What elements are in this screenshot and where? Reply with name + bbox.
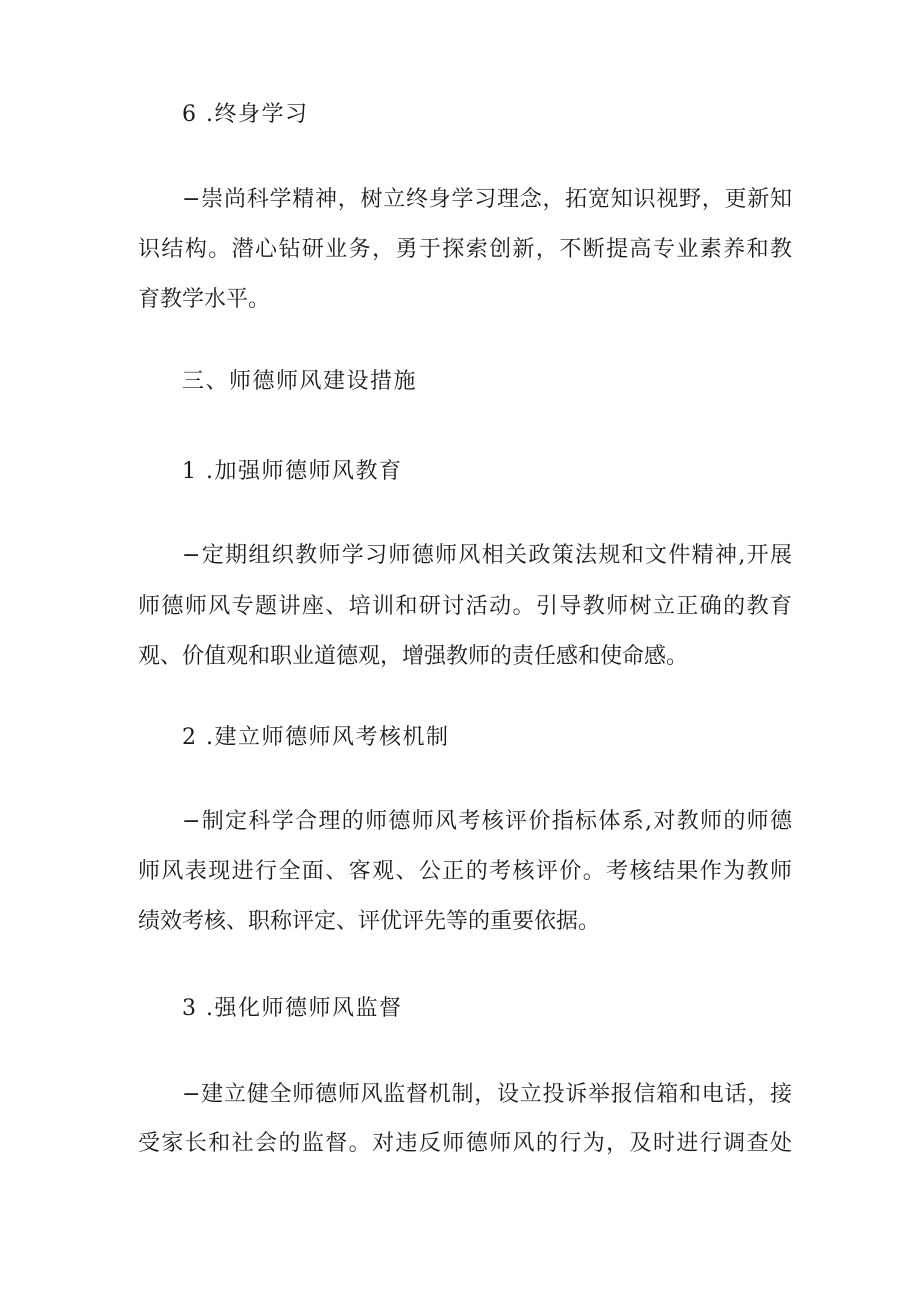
paragraph-line: 观、价值观和职业道德观，增强教师的责任感和使命感。: [138, 644, 689, 669]
paragraph-line: 师德师风专题讲座、培训和研讨活动。引导教师树立正确的教育: [138, 594, 792, 619]
paragraph-line: 绩效考核、职称评定、评优评先等的重要依据。: [138, 909, 601, 934]
part-heading-measures: 三、师德师风建设措施: [182, 369, 418, 394]
paragraph-line: 识结构。潜心钻研业务，勇于探索创新，不断提高专业素养和教: [138, 237, 792, 262]
paragraph-line: −制定科学合理的师德师风考核评价指标体系,对教师的师德: [182, 809, 792, 834]
paragraph-line: 受家长和社会的监督。对违反师德师风的行为，及时进行调查处: [138, 1131, 792, 1156]
section-heading-assessment: 2 .建立师德师风考核机制: [182, 725, 450, 750]
section-heading-supervision: 3 .强化师德师风监督: [182, 996, 403, 1021]
paragraph-line: 师风表现进行全面、客观、公正的考核评价。考核结果作为教师: [138, 859, 792, 884]
section-heading-education: 1 .加强师德师风教育: [182, 459, 403, 484]
paragraph-line: −崇尚科学精神，树立终身学习理念，拓宽知识视野，更新知: [182, 187, 792, 212]
section-heading-lifelong-learning: 6 .终身学习: [182, 102, 309, 127]
paragraph-line: −建立健全师德师风监督机制，设立投诉举报信箱和电话，接: [182, 1082, 792, 1107]
paragraph-line: −定期组织教师学习师德师风相关政策法规和文件精神,开展: [182, 543, 792, 568]
paragraph-line: 育教学水平。: [138, 287, 271, 312]
